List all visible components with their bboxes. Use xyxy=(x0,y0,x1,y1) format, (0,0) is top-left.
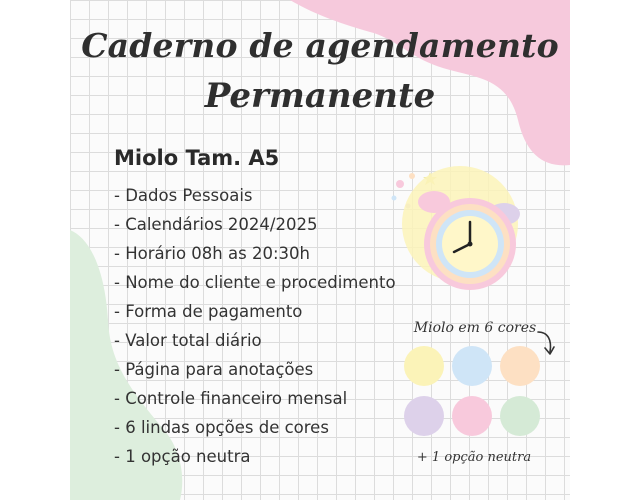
swatch-blue xyxy=(452,346,492,386)
feature-list xyxy=(114,181,396,471)
swatch-green xyxy=(500,396,540,436)
feature-item: - 1 opção neutra xyxy=(114,447,251,466)
swatch-lilac xyxy=(404,396,444,436)
feature-item: - Calendários 2024/2025 xyxy=(114,215,318,234)
title-line-2: Permanente xyxy=(204,76,436,116)
feature-item: - Valor total diário xyxy=(114,331,262,350)
feature-item: - Dados Pessoais xyxy=(114,186,253,205)
swatch-yellow xyxy=(404,346,444,386)
title-line-1: Caderno de agendamento xyxy=(81,26,559,65)
feature-item: - Página para anotações xyxy=(114,360,314,379)
alarm-clock-icon xyxy=(382,162,542,312)
feature-item: - Forma de pagamento xyxy=(114,302,303,321)
neutral-option-note: + 1 opção neutra xyxy=(416,450,532,465)
swatch-peach xyxy=(500,346,540,386)
feature-item: - Nome do cliente e procedimento xyxy=(114,273,396,292)
feature-item: - Horário 08h as 20:30h xyxy=(114,244,310,263)
swatch-pink xyxy=(452,396,492,436)
feature-item: - Controle financeiro mensal xyxy=(114,389,348,408)
product-card xyxy=(70,0,570,500)
colors-title: Miolo em 6 cores xyxy=(413,320,537,336)
feature-item: - 6 lindas opções de cores xyxy=(114,418,329,437)
size-heading: Miolo Tam. A5 xyxy=(114,146,280,170)
curved-arrow-icon xyxy=(536,328,558,358)
